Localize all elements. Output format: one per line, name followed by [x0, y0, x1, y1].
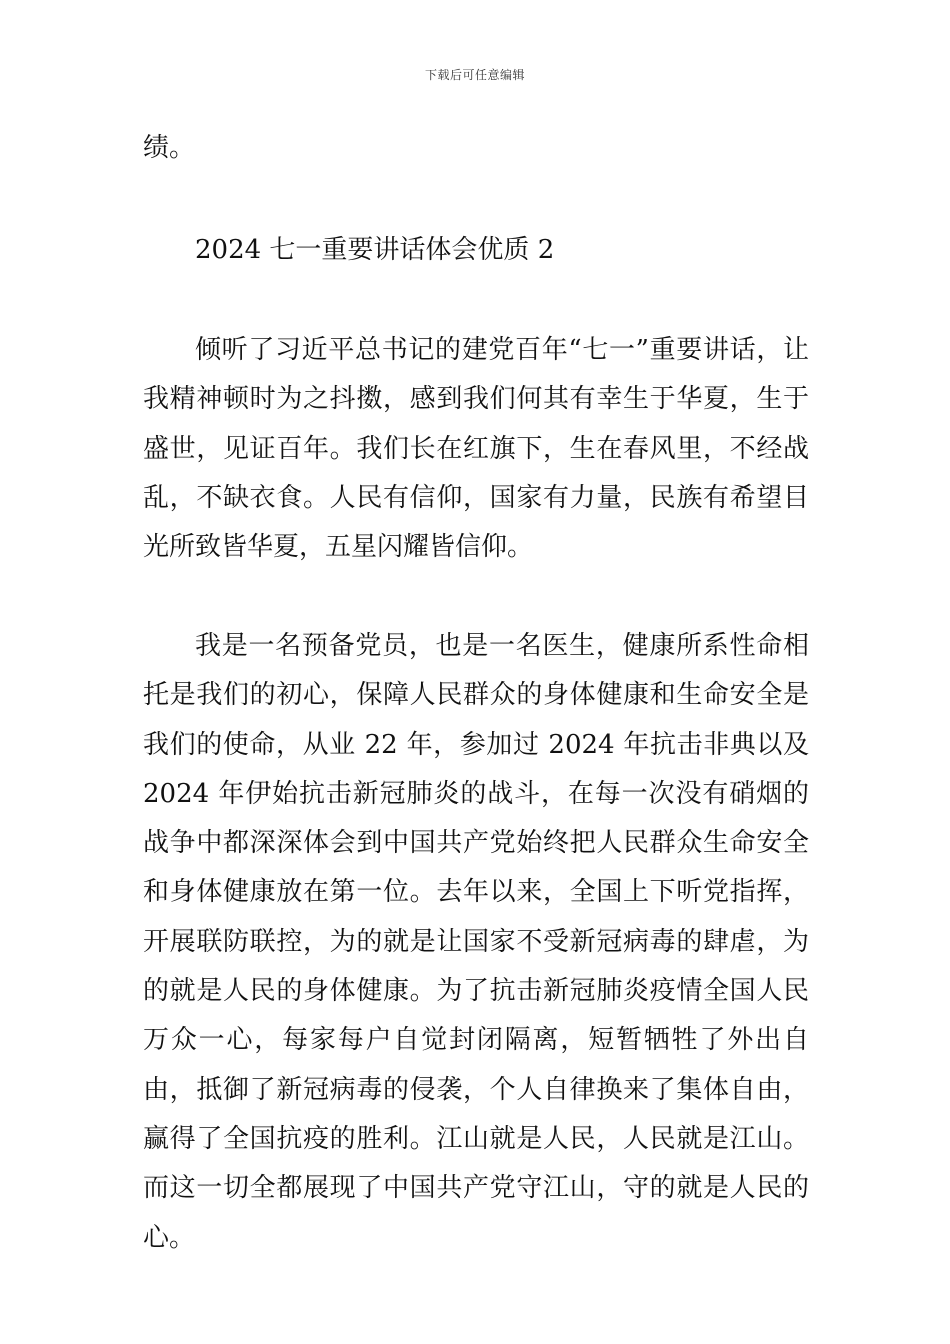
continuation-text: 绩。	[143, 133, 196, 163]
header-note: 下载后可任意编辑	[424, 68, 525, 82]
section-title: 2024 七一重要讲话体会优质 2	[195, 235, 555, 265]
paragraph-2: 我是一名预备党员，也是一名医生，健康所系性命相托是我们的初心，保障人民群众的身体健康和生命安全是我们的使命，从业 22 年，参加过 2024 年抗击非典以及 2024 年伊始抗击新冠肺炎的战斗，在每一次没有硝烟的战争中都深深体会到中国共产党始终把人民群众生命安全和身体健康放在第一位。去年以来，全国上下听党指挥，开展联防联控，为的就是让国家不受新冠病毒的肆虐，为的就是人民的身体健康。为了抗击新冠肺炎疫情全国人民万众一心，每家每户自觉封闭隔离，短暂牺牲了外出自由，抵御了新冠病毒的侵袭，个人自律换来了集体自由，赢得了全国抗疫的胜利。江山就是人民，人民就是江山。而这一切全都展现了中国共产党守江山，守的就是人民的心。	[143, 631, 809, 1253]
paragraph-1: 倾听了习近平总书记的建党百年“七一”重要讲话，让我精神顿时为之抖擞，感到我们何其有幸生于华夏，生于盛世，见证百年。我们长在红旗下，生在春风里，不经战乱，不缺衣食。人民有信仰，国家有力量，民族有希望目光所致皆华夏，五星闪耀皆信仰。	[143, 335, 809, 563]
